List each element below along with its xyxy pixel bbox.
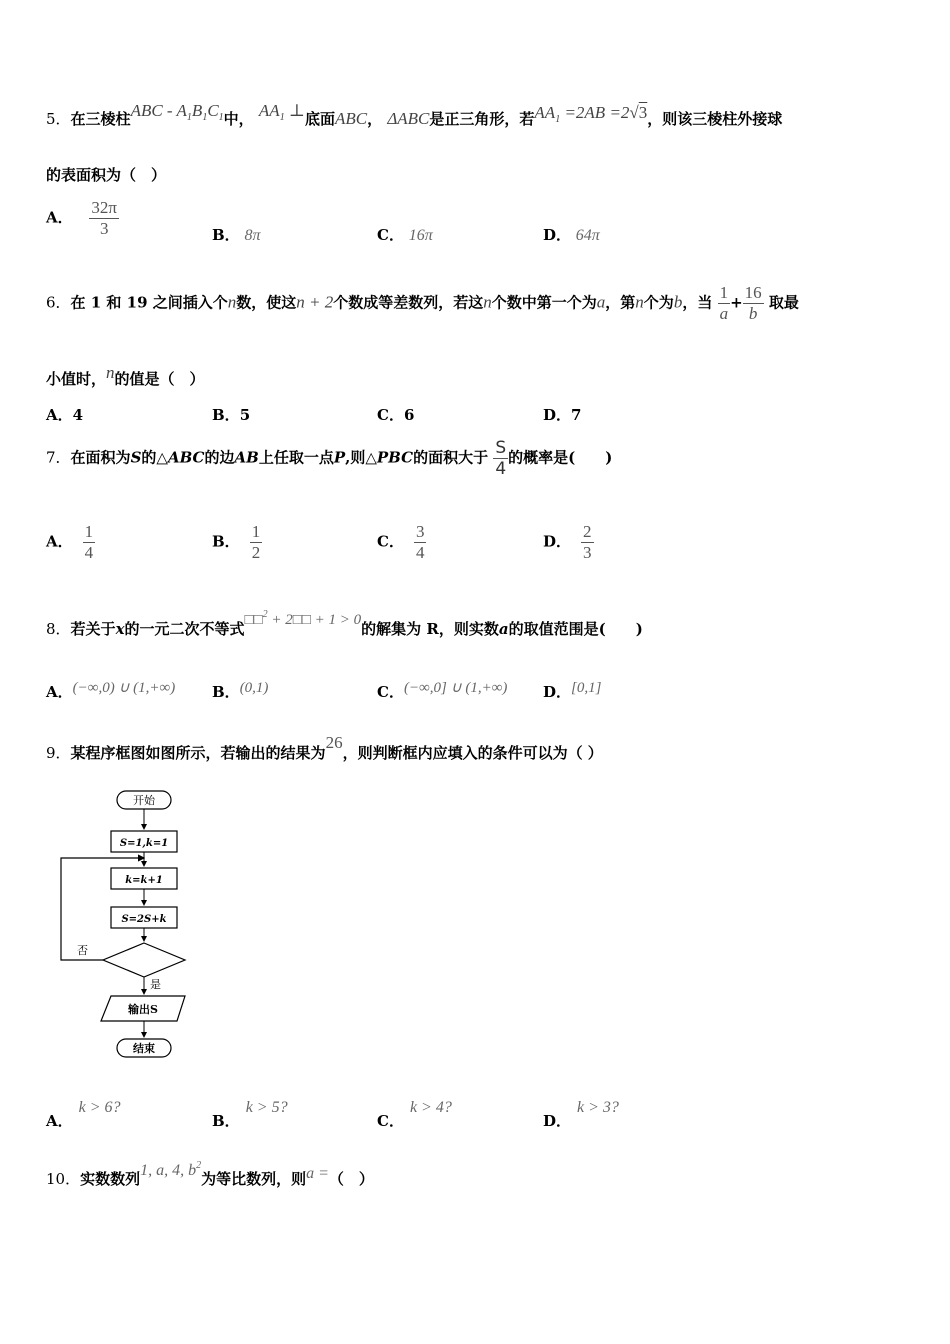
- option-label: D．: [543, 406, 572, 424]
- option-value: (−∞,0] ∪ (1,+∞): [403, 680, 508, 696]
- option-value: 7: [571, 406, 582, 424]
- math-expression: ABC - $A_1B_1C_1$: [130, 101, 224, 123]
- math-expression: n + 2: [296, 292, 334, 312]
- option-b[interactable]: [212, 1096, 288, 1130]
- math-expression: □□$^2$ + 2□□ + 1 > 0: [244, 609, 362, 628]
- math-expression: S: [130, 448, 142, 467]
- option-label: C．: [377, 532, 404, 551]
- question-5-line-2: 的表面积为（ ）: [46, 166, 167, 184]
- option-b[interactable]: [212, 522, 262, 563]
- question-6-line-2: [46, 363, 205, 389]
- option-label: C．: [377, 226, 404, 244]
- question-text: 为等比数列，则: [201, 1170, 307, 1188]
- question-text: 取最: [768, 293, 799, 312]
- math-expression: a: [596, 292, 606, 312]
- question-text: 中，: [223, 110, 254, 128]
- question-number: 9．: [46, 744, 71, 762]
- math-expression: n: [635, 292, 644, 312]
- option-value: 64π: [575, 227, 600, 244]
- flow-init-label: S=1,k=1: [119, 838, 169, 849]
- question-text: 数，使这: [236, 293, 297, 312]
- option-c[interactable]: [377, 404, 414, 425]
- question-number: 8．: [46, 620, 71, 638]
- question-text: 某程序框图如图所示，若输出的结果为: [70, 744, 326, 762]
- option-a[interactable]: [46, 676, 176, 701]
- flow-no-label: 否: [77, 944, 88, 957]
- math-expression: 26: [325, 733, 343, 752]
- math-expression: n: [106, 363, 115, 382]
- question-text: 个为: [643, 293, 674, 312]
- option-value: 8π: [244, 227, 261, 244]
- option-label: A．: [46, 683, 73, 701]
- question-text: 的一元二次不等式: [124, 620, 245, 638]
- math-expression: a: [498, 620, 509, 638]
- flowchart: [55, 785, 195, 1065]
- question-number: 5．: [46, 110, 71, 128]
- option-c[interactable]: [377, 224, 433, 245]
- question-text: 底面: [304, 110, 335, 128]
- question-text: 在面积为: [70, 448, 131, 467]
- option-value: k > 6?: [78, 1099, 121, 1116]
- option-b[interactable]: [212, 224, 260, 245]
- question-6: [46, 283, 799, 324]
- plus-sign: +: [730, 293, 743, 312]
- option-label: D．: [543, 1112, 572, 1130]
- question-number: 10．: [46, 1170, 81, 1188]
- fraction: $\frac{S}{4}$: [495, 438, 507, 479]
- option-value: 16π: [408, 227, 433, 244]
- option-label: A．: [46, 532, 73, 551]
- math-expression: P: [333, 448, 346, 467]
- option-a[interactable]: [46, 1096, 121, 1130]
- fraction: $\frac{1}{2}$: [251, 522, 261, 562]
- question-text: 的面积大于: [413, 448, 489, 467]
- question-text: 是正三角形，若: [429, 110, 535, 128]
- option-d[interactable]: [543, 522, 594, 563]
- question-text: 的边: [204, 448, 235, 467]
- question-10: [46, 1160, 374, 1189]
- option-value: (−∞,0) ∪ (1,+∞): [72, 680, 176, 696]
- question-text: 实数数列: [80, 1170, 141, 1188]
- option-d[interactable]: [543, 1096, 619, 1130]
- option-b[interactable]: [212, 404, 250, 425]
- question-text: 的值是（ ）: [114, 370, 205, 388]
- option-label: B．: [212, 406, 240, 424]
- fraction: $\frac{3}{4}$: [415, 522, 425, 562]
- question-5: [46, 101, 783, 129]
- option-label: B．: [212, 226, 240, 244]
- option-value: 5: [239, 406, 251, 424]
- fraction: $\frac{32\pi}{3}$: [91, 198, 118, 238]
- question-8: [46, 609, 643, 639]
- question-text: 在三棱柱: [70, 110, 131, 128]
- option-label: D．: [543, 532, 572, 551]
- question-text: ，第: [605, 293, 636, 312]
- option-label: C．: [377, 1112, 404, 1130]
- question-number: 6．: [46, 293, 71, 312]
- option-label: C．: [377, 406, 404, 424]
- option-label: B．: [212, 532, 240, 551]
- flow-decision-node: [103, 943, 185, 977]
- question-9: [46, 733, 603, 763]
- question-text: 的解集为 R，则实数: [361, 620, 499, 638]
- flow-step2-label: S=2S+k: [121, 914, 167, 925]
- math-expression: x: [115, 620, 125, 638]
- question-text: 上任取一点: [258, 448, 334, 467]
- math-expression: ABC: [334, 109, 368, 128]
- question-text: 若关于: [70, 620, 116, 638]
- fraction: $\frac{16}{b}$: [744, 283, 762, 323]
- option-value: k > 5?: [245, 1099, 288, 1116]
- question-text: 在 1 和 19 之间插入个: [70, 293, 228, 312]
- option-d[interactable]: [543, 676, 602, 701]
- fraction: $\frac{2}{3}$: [583, 522, 592, 562]
- math-expression: ΔABC: [387, 109, 430, 128]
- flow-yes-label: 是: [150, 978, 161, 991]
- question-text: ，: [367, 110, 383, 128]
- option-value: 4: [72, 406, 84, 424]
- option-a[interactable]: [46, 198, 119, 239]
- option-value: (0,1): [239, 680, 269, 696]
- flow-start-label: 开始: [133, 794, 155, 807]
- question-text: 的取值范围是( ): [508, 620, 643, 638]
- option-label: D．: [543, 683, 572, 701]
- question-text: ,则△: [345, 448, 377, 467]
- option-b[interactable]: [212, 676, 269, 701]
- option-c[interactable]: [377, 1096, 452, 1130]
- math-expression: PBC: [376, 448, 414, 467]
- flow-output-label: 输出S: [128, 1003, 158, 1016]
- fraction: $\frac{1}{a}$: [719, 283, 729, 323]
- option-c[interactable]: [377, 522, 426, 563]
- option-label: A．: [46, 406, 73, 424]
- option-label: B．: [212, 1112, 240, 1130]
- math-expression: $AA_1$ ⊥: [258, 101, 305, 123]
- question-text: 的△: [141, 448, 168, 467]
- question-text: ，则该三棱柱外接球: [647, 110, 783, 128]
- option-label: B．: [212, 683, 240, 701]
- option-value: k > 4?: [409, 1099, 452, 1116]
- question-7: [46, 438, 612, 479]
- math-expression: $AA_1 =2AB =2√3$: [534, 103, 648, 125]
- option-a[interactable]: [46, 404, 83, 425]
- math-expression: 1, a, 4, $b^2$: [140, 1160, 202, 1179]
- option-a[interactable]: [46, 522, 95, 563]
- option-label: A．: [46, 208, 73, 227]
- question-text: ，则判断框内应填入的条件可以为（ ）: [342, 744, 603, 762]
- option-c[interactable]: [377, 676, 508, 701]
- option-value: k > 3?: [577, 1099, 619, 1116]
- option-label: A．: [46, 1112, 73, 1130]
- question-text: （ ）: [328, 1170, 374, 1188]
- math-expression: b: [673, 292, 683, 312]
- math-expression: ABC: [167, 448, 205, 467]
- math-expression: n: [483, 292, 492, 312]
- flow-step1-label: k=k+1: [125, 875, 163, 886]
- question-number: 7．: [46, 448, 71, 467]
- option-label: D．: [543, 226, 572, 244]
- math-expression: a =: [306, 1165, 329, 1182]
- fraction: $\frac{1}{4}$: [84, 522, 94, 562]
- math-expression: n: [227, 292, 237, 312]
- option-value: 6: [403, 406, 415, 424]
- option-value: [0,1]: [571, 680, 602, 696]
- option-d[interactable]: [543, 404, 581, 425]
- math-expression: AB: [234, 448, 259, 467]
- question-text: ，当: [682, 293, 713, 312]
- question-text: 的概率是( ): [508, 448, 613, 467]
- flow-end-label: 结束: [133, 1042, 155, 1055]
- question-text: 个数中第一个为: [491, 293, 597, 312]
- question-text: 小值时，: [46, 370, 107, 388]
- option-d[interactable]: [543, 224, 600, 245]
- option-label: C．: [377, 683, 404, 701]
- question-text: 个数成等差数列，若这: [333, 293, 484, 312]
